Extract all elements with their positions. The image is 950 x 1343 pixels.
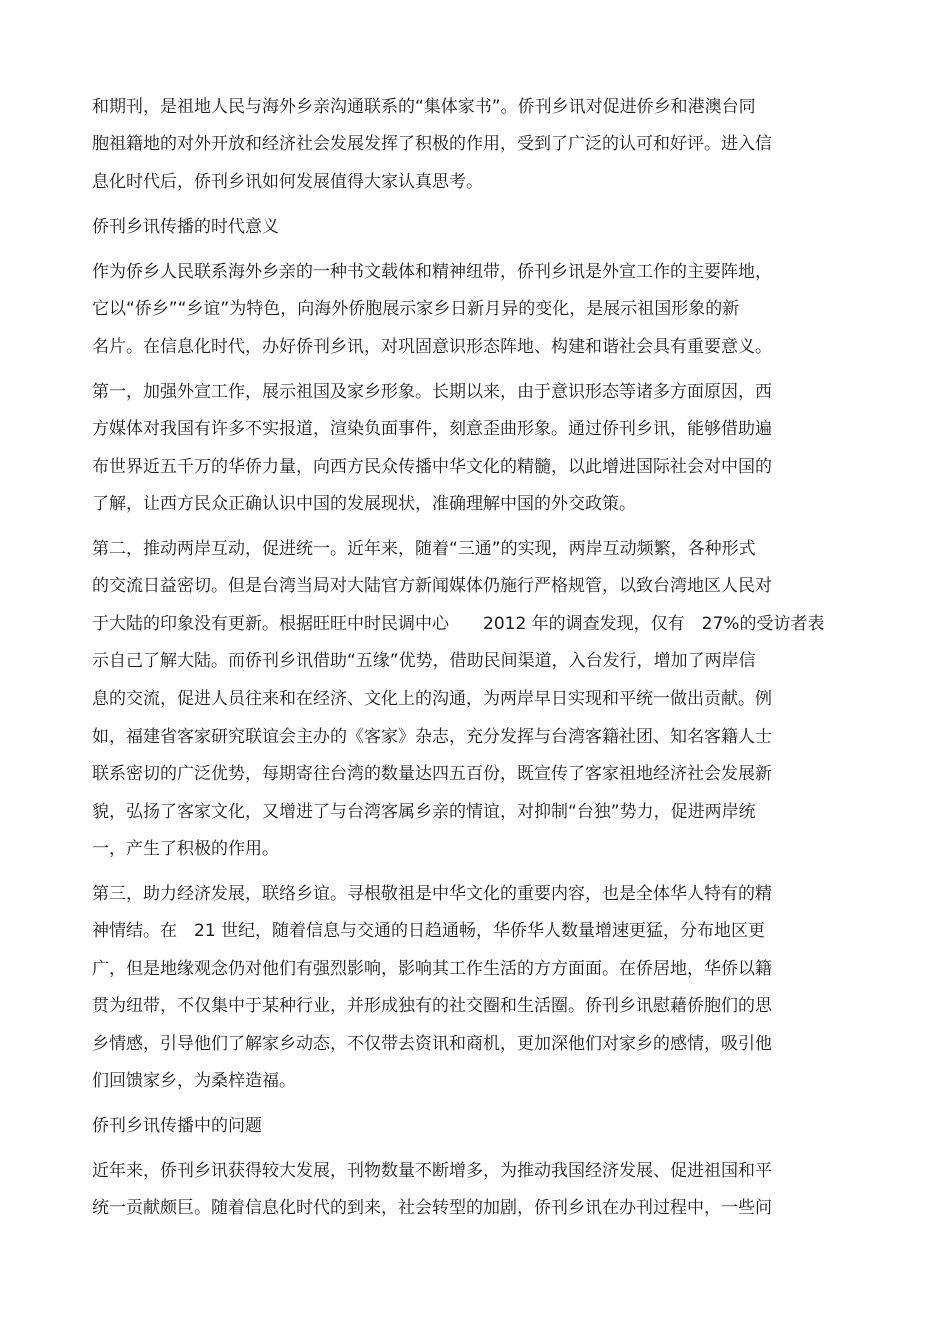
text-line: 统一贡献颇巨。随着信息化时代的到来，社会转型的加剧，侨刊乡讯在办刊过程中，一些问 [92,1198,772,1218]
text-line: 了解，让西方民众正确认识中国的发展现状，准确理解中国的外交政策。 [92,494,636,514]
section-heading: 侨刊乡讯传播中的问题 [92,1116,262,1136]
text-line: 如，福建省客家研究联谊会主办的《客家》杂志，充分发挥与台湾客籍社团、知名客籍人士 [92,727,772,747]
text-line: 们回馈家乡，为桑梓造福。 [92,1071,296,1091]
text-line: 联系密切的广泛优势，每期寄往台湾的数量达四五百份，既宣传了客家祖地经济社会发展新 [92,764,772,784]
text-line: 于大陆的印象没有更新。根据旺旺中时民调中心 2012 年的调查发现，仅有 27%的受访者表 [92,614,825,634]
text-line: 作为侨乡人民联系海外乡亲的一种书文载体和精神纽带，侨刊乡讯是外宣工作的主要阵地， [92,262,772,282]
text-line: 广，但是地缘观念仍对他们有强烈影响，影响其工作生活的方方面面。在侨居地，华侨以籍 [92,959,772,979]
text-line: 第三，助力经济发展，联络乡谊。寻根敬祖是中华文化的重要内容，也是全体华人特有的精 [92,884,772,904]
text-line: 方媒体对我国有许多不实报道，渲染负面事件，刻意歪曲形象。通过侨刊乡讯，能够借助遍 [92,419,772,439]
text-line: 它以“侨乡”“乡谊”为特色，向海外侨胞展示家乡日新月异的变化，是展示祖国形象的新 [92,299,740,319]
text-line: 示自己了解大陆。而侨刊乡讯借助“五缘”优势，借助民间渠道，入台发行，增加了两岸信 [92,651,756,671]
text-line: 貌，弘扬了客家文化，又增进了与台湾客属乡亲的情谊，对抑制“台独”势力，促进两岸统 [92,802,756,822]
text-line: 名片。在信息化时代，办好侨刊乡讯，对巩固意识形态阵地、构建和谐社会具有重要意义。 [92,337,772,357]
text-line: 乡情感，引导他们了解家乡动态，不仅带去资讯和商机，更加深他们对家乡的感情，吸引他 [92,1034,772,1054]
text-line: 近年来，侨刊乡讯获得较大发展，刊物数量不断增多，为推动我国经济发展、促进祖国和平 [92,1161,772,1181]
text-line: 第二，推动两岸互动，促进统一。近年来，随着“三通”的实现，两岸互动频繁，各种形式 [92,539,756,559]
text-line: 胞祖籍地的对外开放和经济社会发展发挥了积极的作用，受到了广泛的认可和好评。进入信 [92,134,772,154]
text-line: 神情结。在 21 世纪，随着信息与交通的日趋通畅，华侨华人数量增速更猛，分布地区更 [92,921,766,941]
text-line: 息化时代后，侨刊乡讯如何发展值得大家认真思考。 [92,172,483,192]
text-line: 息的交流，促进人员往来和在经济、文化上的沟通，为两岸早日实现和平统一做出贡献。例 [92,689,772,709]
text-line: 布世界近五千万的华侨力量，向西方民众传播中华文化的精髓，以此增进国际社会对中国的 [92,457,772,477]
text-line: 贯为纽带，不仅集中于某种行业，并形成独有的社交圈和生活圈。侨刊乡讯慰藉侨胞们的思 [92,996,772,1016]
text-line: 第一，加强外宣工作，展示祖国及家乡形象。长期以来，由于意识形态等诸多方面原因，西 [92,382,772,402]
text-line: 的交流日益密切。但是台湾当局对大陆官方新闻媒体仍施行严格规管，以致台湾地区人民对 [92,576,772,596]
section-heading: 侨刊乡讯传播的时代意义 [92,217,279,237]
text-line: 和期刊，是祖地人民与海外乡亲沟通联系的“集体家书”。侨刊乡讯对促进侨乡和港澳台同 [92,97,756,117]
text-line: 一，产生了积极的作用。 [92,839,279,859]
